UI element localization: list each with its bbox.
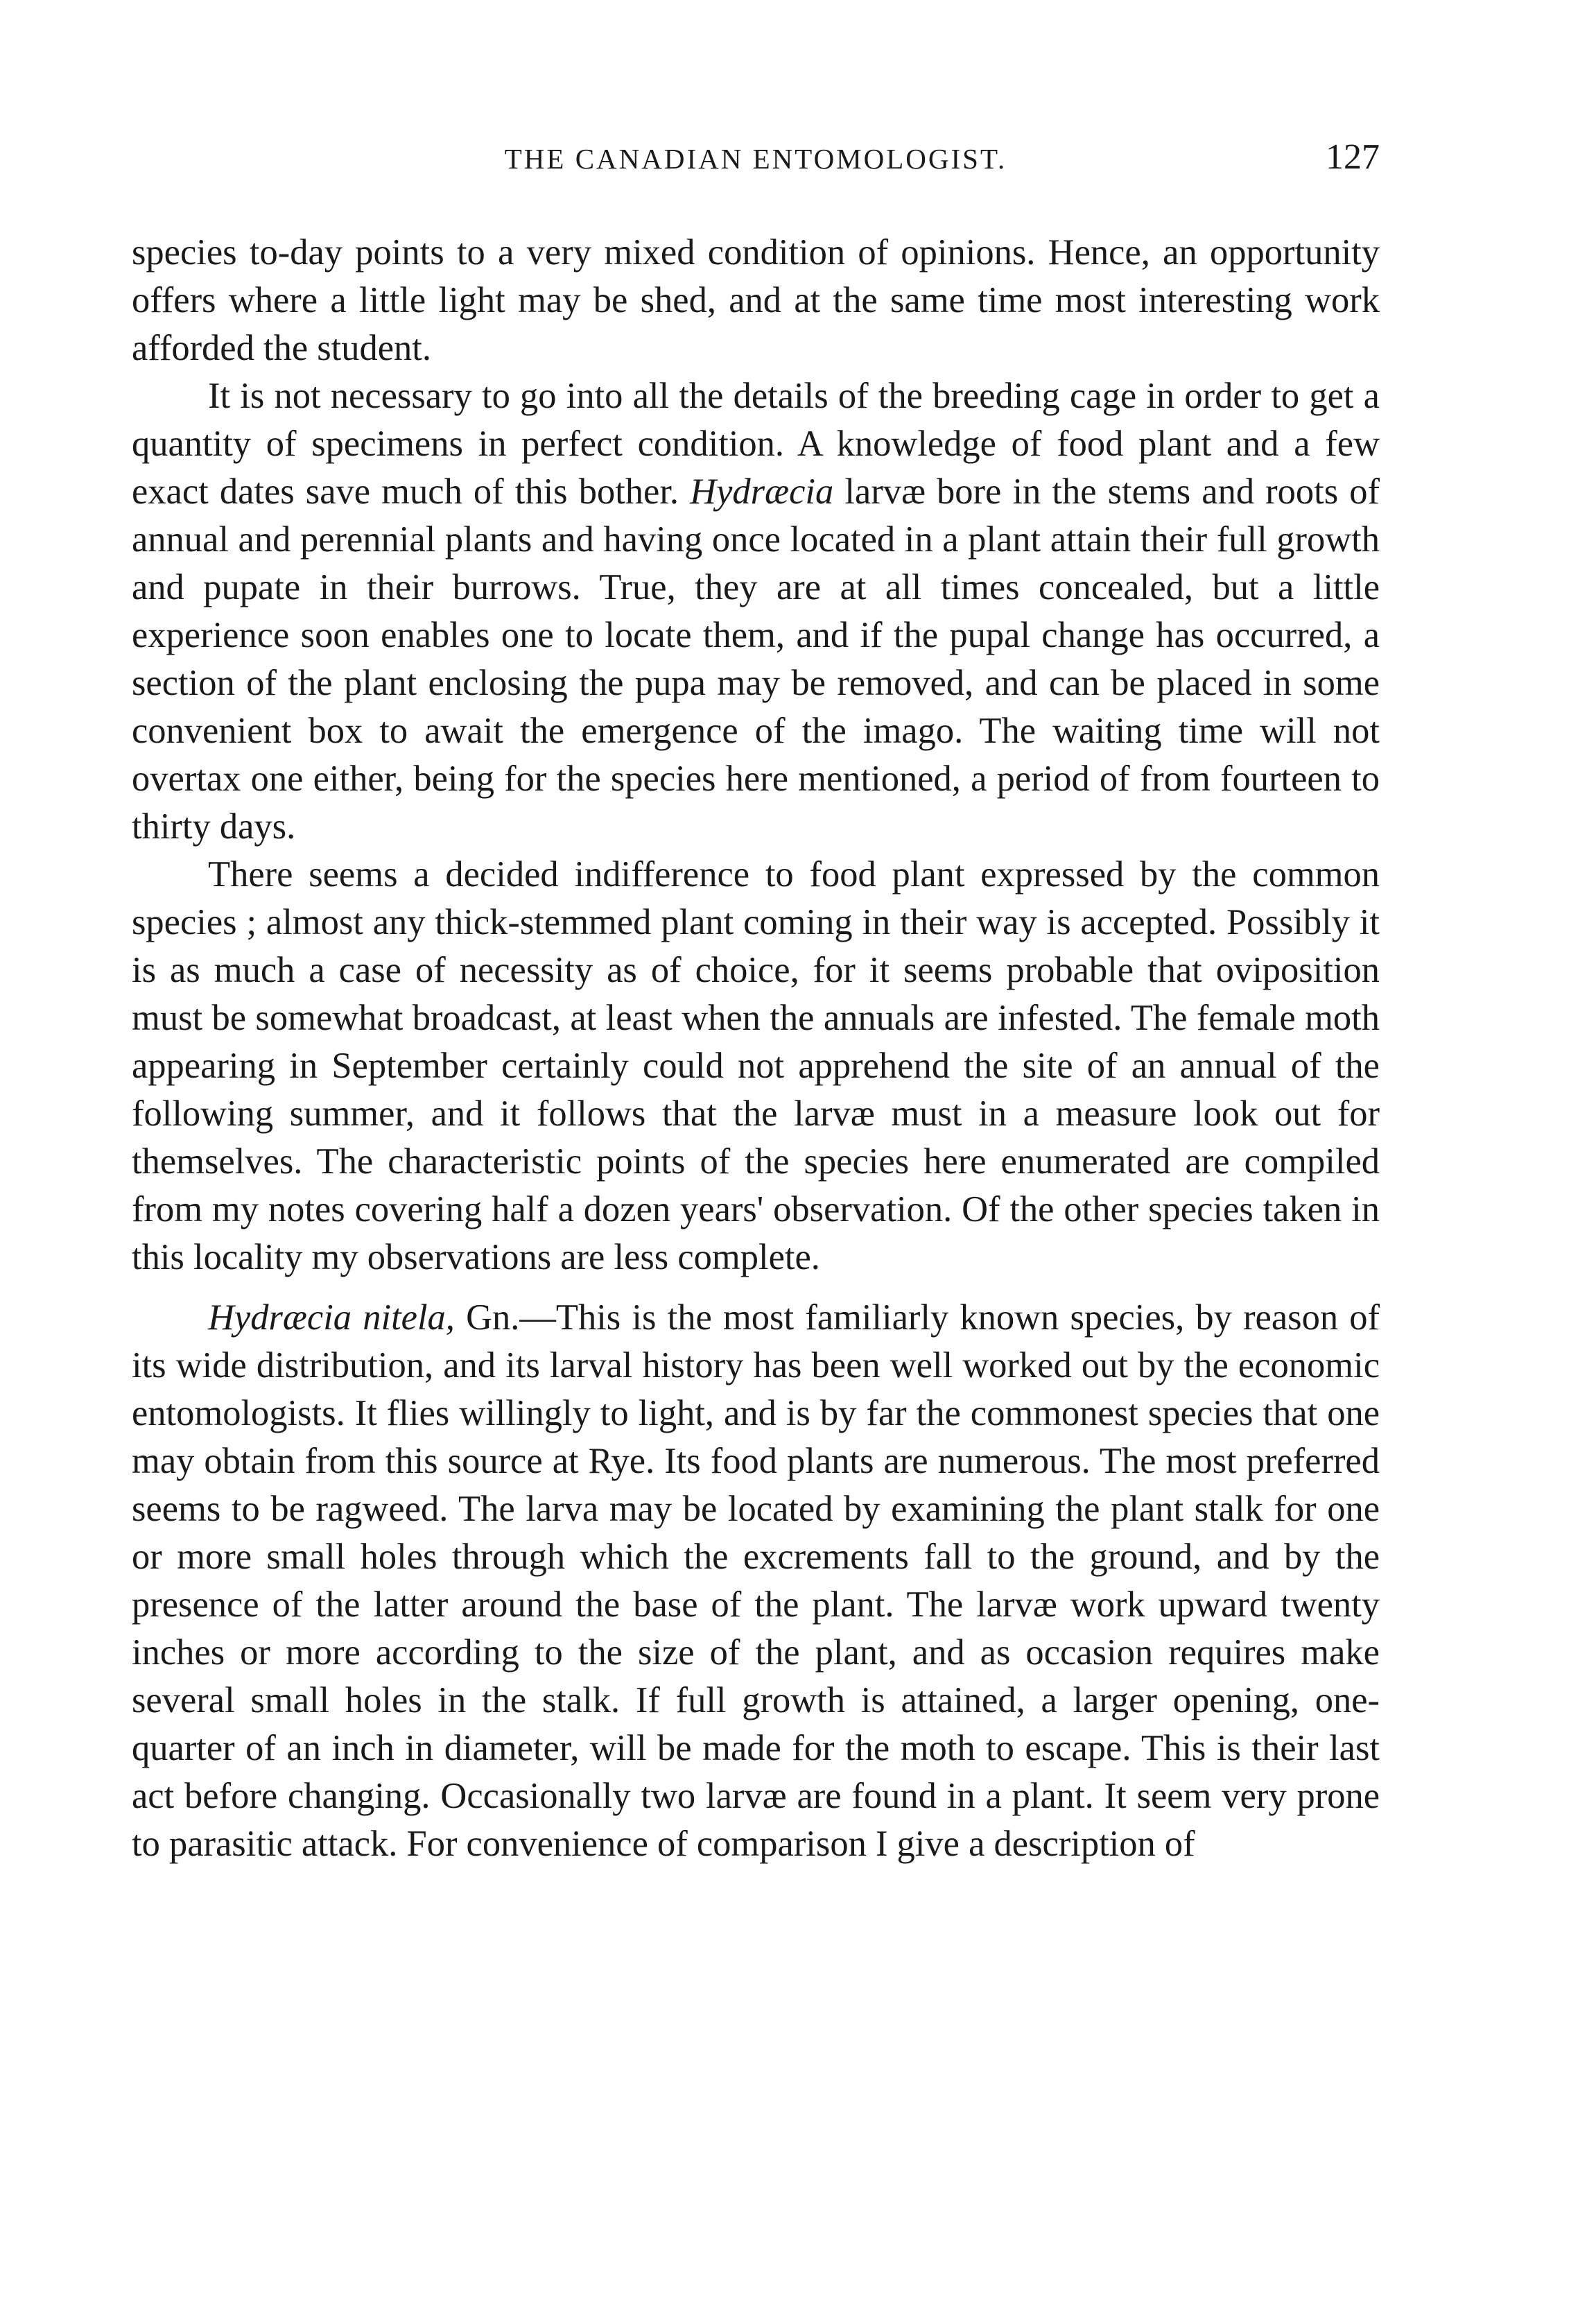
paragraph-text-continued: larvæ bore in the stems and roots of annual and perennial plants and having once located in a plant attain their full growth and pupate in their burrows. True, they are at all times concealed, but a little experience soon enables one to locate them, and if the pupal change has occurred, a section of the plant enclosing the pupa may be removed, and can be placed in some convenient box to await the emergence of the imago. The waiting time will not overtax one either, being for the species here mentioned, a period of from fourteen to thirty days. — [132, 472, 1380, 847]
paragraph-continuation — [132, 229, 1380, 372]
species-name: Hydræcia nitela, — [208, 1297, 455, 1338]
paragraph-breeding — [132, 372, 1380, 851]
paragraph-text: It is not necessary to go into all the details of the breeding cage in order to get a quantity of specimens in perfect condition. A knowledge of food plant and a few exact dates save much of this bother. — [132, 376, 1380, 512]
body-text — [132, 229, 1380, 1868]
paragraph-food-plant — [132, 851, 1380, 1281]
genus-name: Hydræcia — [690, 472, 834, 512]
page-number: 127 — [1326, 137, 1380, 177]
paragraph-text: There seems a decided indifference to food plant expressed by the common species ; almost any thick-stemmed plant coming in their way is accepted. Possibly it is as much a case of necessity as of choice, for it seems probable that oviposition must be somewhat broadcast, at least when the annuals are infested. The female moth appearing in September certainly could not apprehend the site of an annual of the following summer, and it follows that the larvæ must in a measure look out for themselves. The characteristic points of the species here enumerated are compiled from my notes covering half a dozen years' observation. Of the other species taken in this locality my observations are less complete. — [132, 854, 1380, 1277]
running-title: THE CANADIAN ENTOMOLOGIST. — [504, 143, 1007, 175]
paragraph-text-continued: Gn.—This is the most familiarly known species, by reason of its wide distribution, and its larval history has been well worked out by the economic entomologists. It flies willingly to light, and is by far the commonest species that one may obtain from this source at Rye. Its food plants are numerous. The most preferred seems to be ragweed. The larva may be located by examining the plant stalk for one or more small holes through which the excrements fall to the ground, and by the presence of the latter around the base of the plant. The larvæ work upward twenty inches or more according to the size of the plant, and as occasion requires make several small holes in the stalk. If full growth is attained, a larger opening, one-quarter of an inch in diameter, will be made for the moth to escape. This is their last act before changing. Occasionally two larvæ are found in a plant. It seem very prone to parasitic attack. For convenience of comparison I give a description of — [132, 1297, 1380, 1864]
paragraph-species-nitela — [132, 1294, 1380, 1868]
running-head — [132, 137, 1380, 184]
paragraph-text: species to-day points to a very mixed condition of opinions. Hence, an opportunity offers where a little light may be shed, and at the same time most interesting work afforded the student. — [132, 232, 1380, 368]
